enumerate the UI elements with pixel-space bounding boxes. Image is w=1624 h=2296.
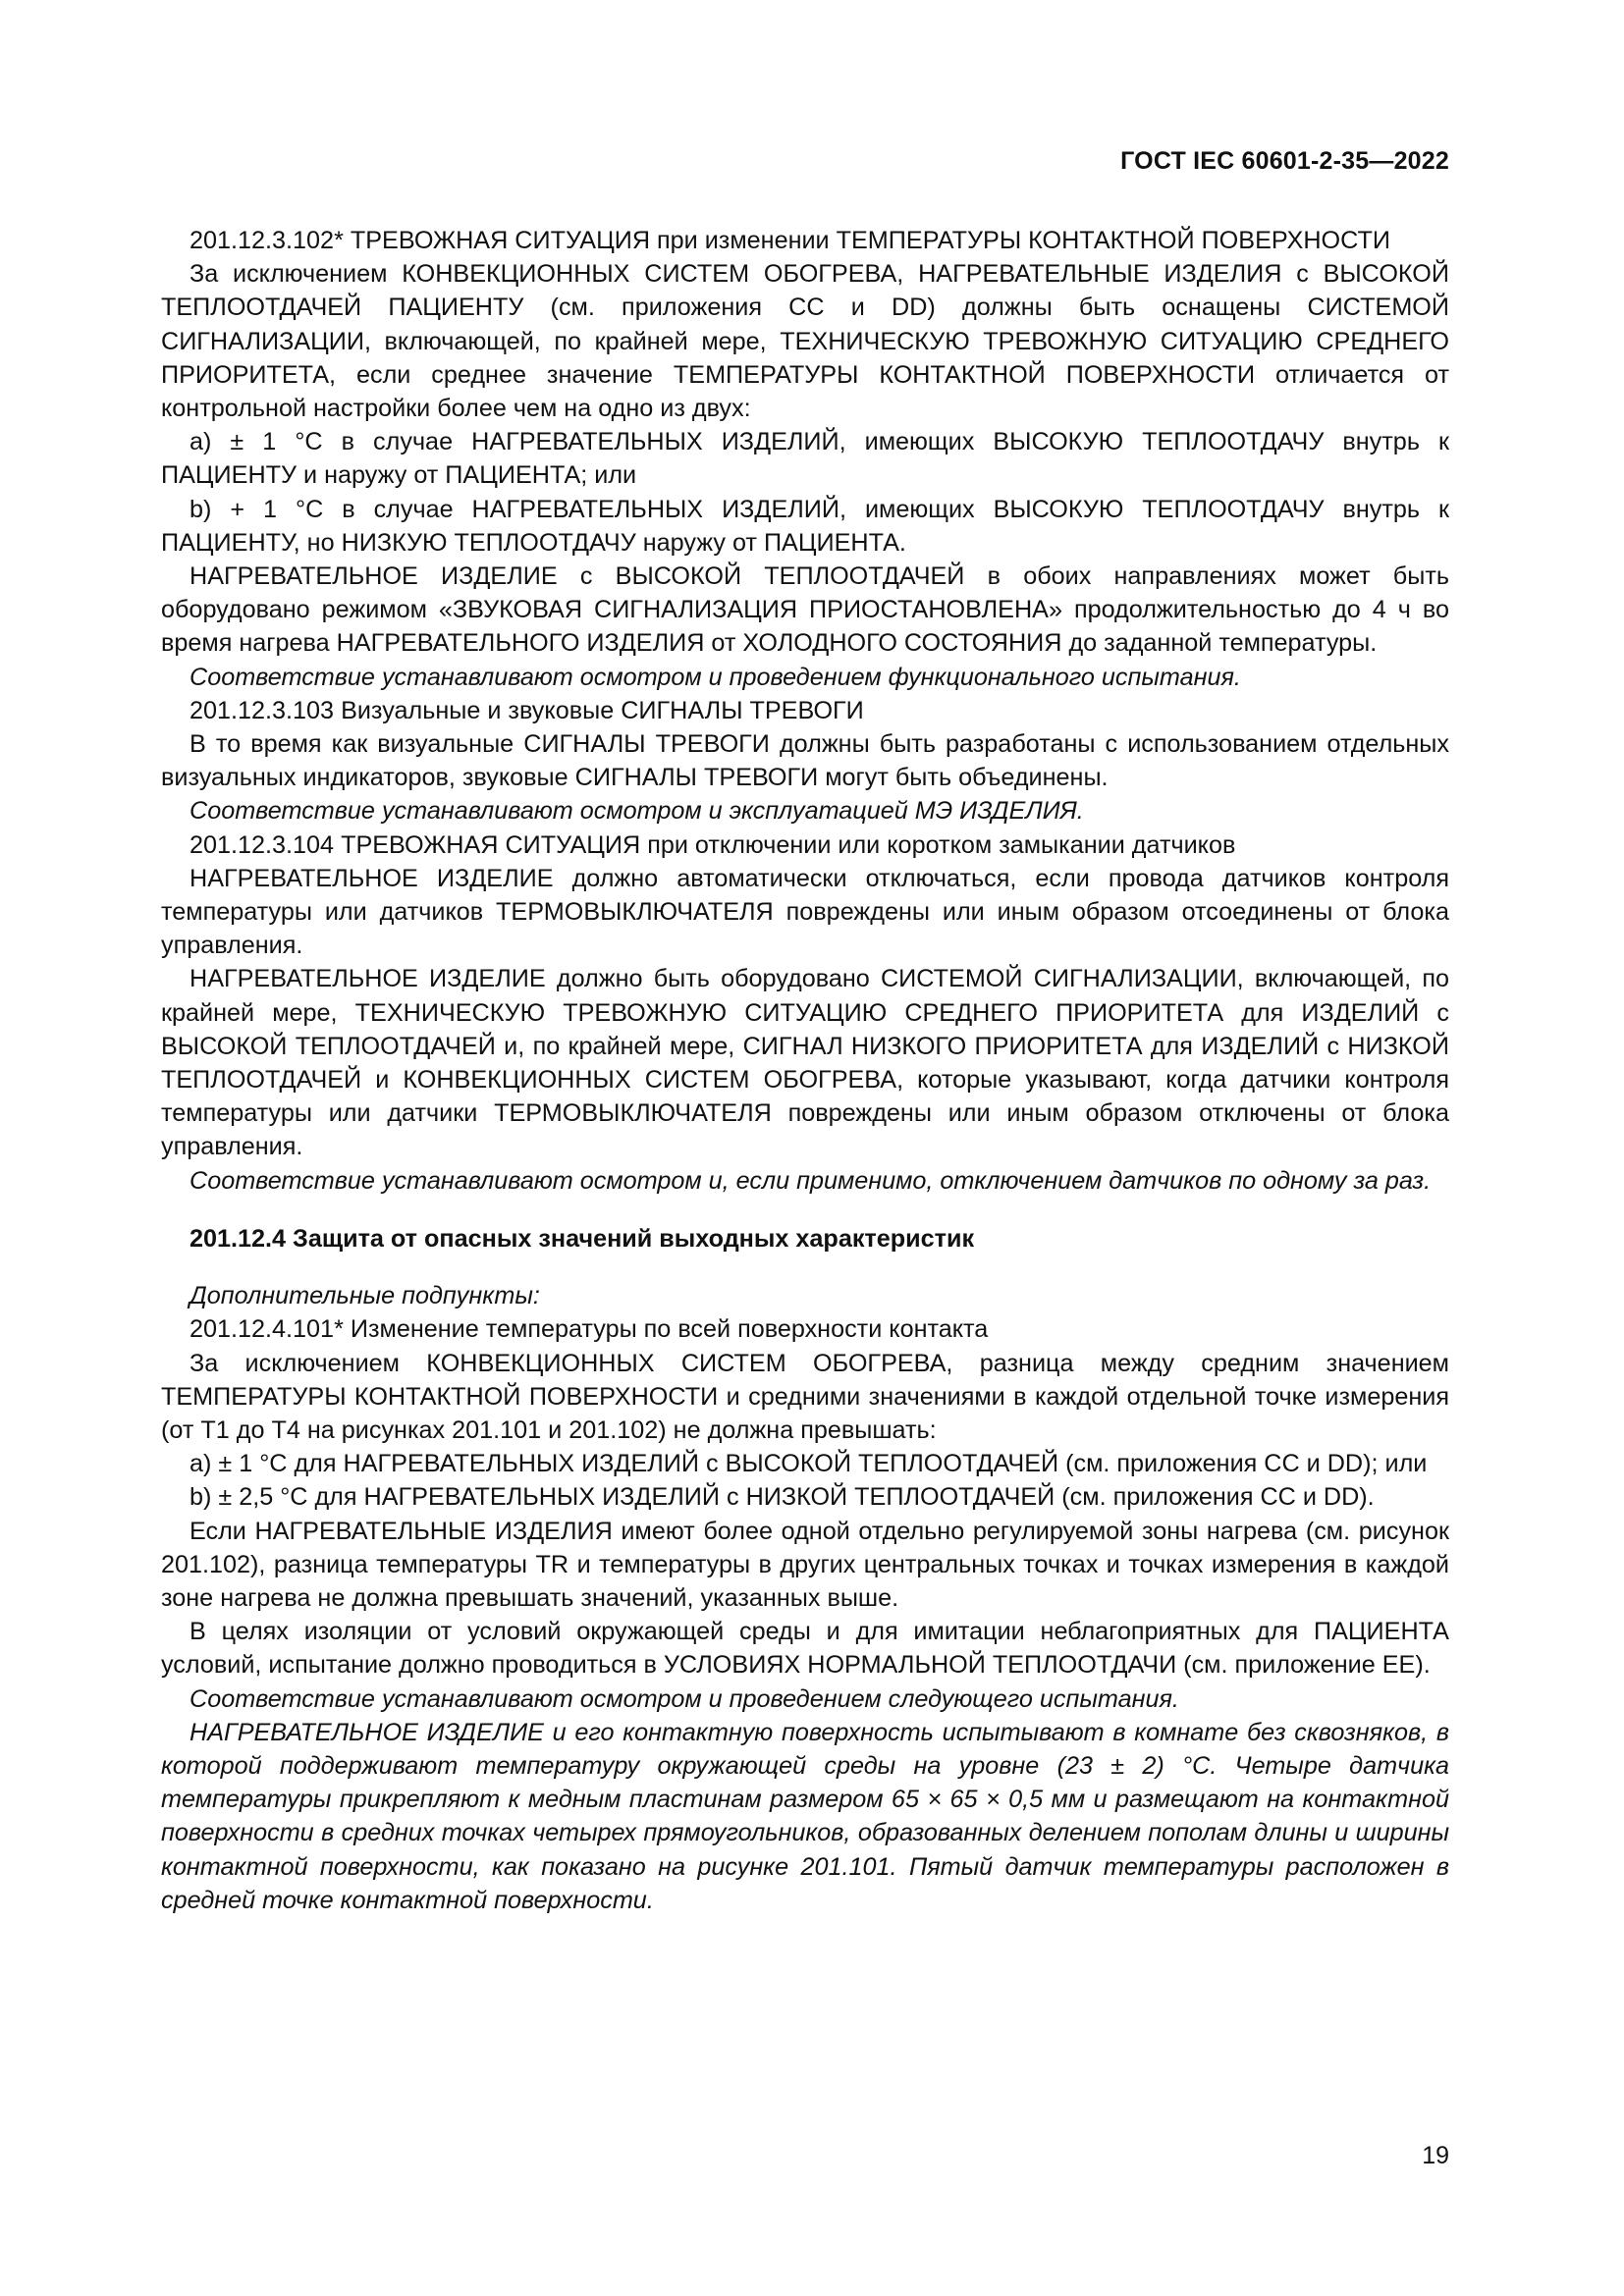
paragraph: Дополнительные подпункты: bbox=[189, 1282, 540, 1310]
section-heading: 201.12.4 Защита от опасных значений выходных характеристик bbox=[189, 1224, 975, 1253]
paragraph: Если НАГРЕВАТЕЛЬНЫЕ ИЗДЕЛИЯ имеют более одной отдельно регулируемой зоны нагрева (см. рисунок 201.102), разница температуры TR и температуры в других центральных точках и точках измерения в каждой зоне нагрева не должна превышать значений, указанных выше. bbox=[161, 1517, 1449, 1612]
paragraph: НАГРЕВАТЕЛЬНОЕ ИЗДЕЛИЕ с ВЫСОКОЙ ТЕПЛООТДАЧЕЙ в обоих направлениях может быть оборудовано режимом «ЗВУКОВАЯ СИГНАЛИЗАЦИЯ ПРИОСТАНОВЛЕНА» продолжительностью до 4 ч во время нагрева НАГРЕВАТЕЛЬНОГО ИЗДЕЛИЯ от ХОЛОДНОГО СОСТОЯНИЯ до заданной температуры. bbox=[161, 562, 1449, 658]
paragraph: 201.12.3.102* ТРЕВОЖНАЯ СИТУАЦИЯ при изменении ТЕМПЕРАТУРЫ КОНТАКТНОЙ ПОВЕРХНОСТИ bbox=[189, 227, 1390, 254]
paragraph: За исключением КОНВЕКЦИОННЫХ СИСТЕМ ОБОГРЕВА, разница между средним значением ТЕМПЕРАТУРЫ КОНТАКТНОЙ ПОВЕРХНОСТИ и средними значениями в каждой отдельной точке измерения (от Т1 до Т4 на рисунках 201.101 и 201.102) не должна превышать: bbox=[161, 1349, 1449, 1444]
paragraph: a) ± 1 °С для НАГРЕВАТЕЛЬНЫХ ИЗДЕЛИЙ с ВЫСОКОЙ ТЕПЛООТДАЧЕЙ (см. приложения СС и DD); или bbox=[189, 1450, 1428, 1478]
paragraph: НАГРЕВАТЕЛЬНОЕ ИЗДЕЛИЕ и его контактную поверхность испытывают в комнате без сквозняков, в которой поддерживают температуру окружающей среды на уровне (23 ± 2) °С. Четыре датчика температуры прикрепляют к медным пластинам размером 65 × 65 × 0,5 мм и размещают на контактной поверхности в средних точках четырех прямоугольников, образованных делением пополам длины и ширины контактной поверхности, как показано на рисунке 201.101. Пятый датчик температуры расположен в средней точке контактной поверхности. bbox=[161, 1718, 1449, 1914]
paragraph: Соответствие устанавливают осмотром и эксплуатацией МЭ ИЗДЕЛИЯ. bbox=[189, 797, 1084, 826]
document-code-header: ГОСТ IEC 60601-2-35—2022 bbox=[1120, 147, 1449, 175]
paragraph: Соответствие устанавливают осмотром и проведением функционального испытания. bbox=[189, 663, 1241, 691]
paragraph: В то время как визуальные СИГНАЛЫ ТРЕВОГИ должны быть разработаны с использованием отдельных визуальных индикаторов, звуковые СИГНАЛЫ ТРЕВОГИ могут быть объединены. bbox=[161, 730, 1449, 792]
paragraph: 201.12.3.104 ТРЕВОЖНАЯ СИТУАЦИЯ при отключении или коротком замыкании датчиков bbox=[189, 830, 1236, 859]
paragraph: НАГРЕВАТЕЛЬНОЕ ИЗДЕЛИЕ должно автоматически отключаться, если провода датчиков контроля температуры или датчиков ТЕРМОВЫКЛЮЧАТЕЛЯ повреждены или иным образом отсоединены от блока управления. bbox=[161, 864, 1449, 960]
paragraph: b) + 1 °С в случае НАГРЕВАТЕЛЬНЫХ ИЗДЕЛИЙ, имеющих ВЫСОКУЮ ТЕПЛООТДАЧУ внутрь к ПАЦИЕНТУ, но НИЗКУЮ ТЕПЛООТДАЧУ наружу от ПАЦИЕНТА. bbox=[161, 495, 1449, 557]
document-body bbox=[161, 224, 1449, 1917]
paragraph: В целях изоляции от условий окружающей среды и для имитации неблагоприятных для ПАЦИЕНТА условий, испытание должно проводиться в УСЛОВИЯХ НОРМАЛЬНОЙ ТЕПЛООТДАЧИ (см. приложение ЕЕ). bbox=[161, 1618, 1449, 1680]
paragraph: За исключением КОНВЕКЦИОННЫХ СИСТЕМ ОБОГРЕВА, НАГРЕВАТЕЛЬНЫЕ ИЗДЕЛИЯ с ВЫСОКОЙ ТЕПЛООТДАЧЕЙ ПАЦИЕНТУ (см. приложения СС и DD) должны быть оснащены СИСТЕМОЙ СИГНАЛИЗАЦИИ, включающей, по крайней мере, ТЕХНИЧЕСКУЮ ТРЕВОЖНУЮ СИТУАЦИЮ СРЕДНЕГО ПРИОРИТЕТА, если среднее значение ТЕМПЕРАТУРЫ КОНТАКТНОЙ ПОВЕРХНОСТИ отличается от контрольной настройки более чем на одно из двух: bbox=[161, 260, 1449, 423]
paragraph: НАГРЕВАТЕЛЬНОЕ ИЗДЕЛИЕ должно быть оборудовано СИСТЕМОЙ СИГНАЛИЗАЦИИ, включающей, по крайней мере, ТЕХНИЧЕСКУЮ ТРЕВОЖНУЮ СИТУАЦИЮ СРЕДНЕГО ПРИОРИТЕТА для ИЗДЕЛИЙ с ВЫСОКОЙ ТЕПЛООТДАЧЕЙ и, по крайней мере, СИГНАЛ НИЗКОГО ПРИОРИТЕТА для ИЗДЕЛИЙ с НИЗКОЙ ТЕПЛООТДАЧЕЙ и КОНВЕКЦИОННЫХ СИСТЕМ ОБОГРЕВА, которые указывают, когда датчики контроля температуры или датчики ТЕРМОВЫКЛЮЧАТЕЛЯ повреждены или иным образом отключены от блока управления. bbox=[161, 965, 1449, 1161]
paragraph: 201.12.3.103 Визуальные и звуковые СИГНАЛЫ ТРЕВОГИ bbox=[189, 696, 864, 724]
paragraph: b) ± 2,5 °С для НАГРЕВАТЕЛЬНЫХ ИЗДЕЛИЙ с НИЗКОЙ ТЕПЛООТДАЧЕЙ (см. приложения СС и DD). bbox=[189, 1483, 1375, 1512]
paragraph: a) ± 1 °С в случае НАГРЕВАТЕЛЬНЫХ ИЗДЕЛИЙ, имеющих ВЫСОКУЮ ТЕПЛООТДАЧУ внутрь к ПАЦИЕНТУ и наружу от ПАЦИЕНТА; или bbox=[161, 428, 1449, 490]
paragraph: 201.12.4.101* Изменение температуры по всей поверхности контакта bbox=[189, 1315, 989, 1344]
paragraph: Соответствие устанавливают осмотром и, если применимо, отключением датчиков по одному за раз. bbox=[189, 1166, 1432, 1195]
page-number: 19 bbox=[1422, 2142, 1449, 2169]
paragraph: Соответствие устанавливают осмотром и проведением следующего испытания. bbox=[189, 1684, 1179, 1713]
